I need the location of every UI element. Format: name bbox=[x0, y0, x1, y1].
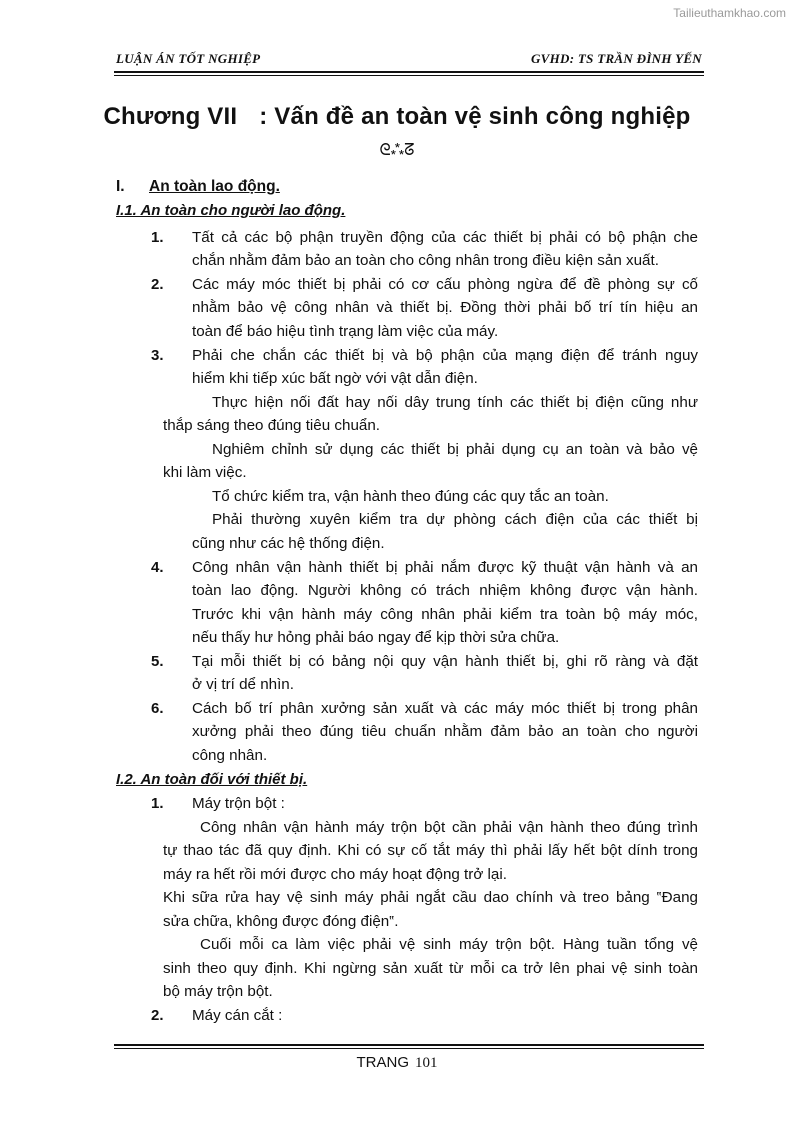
page-value: 101 bbox=[415, 1055, 438, 1071]
item-line: xưởng phải theo đúng tiêu chuẩn nhằm đảm bảo an toàn cho người bbox=[192, 723, 698, 740]
section-number: I. bbox=[116, 178, 125, 195]
paragraph-line: Khi sữa rửa hay vệ sinh máy phải ngắt cầu dao chính và treo bảng ‟Đang bbox=[163, 889, 698, 906]
item-line: khi làm việc. bbox=[163, 464, 247, 481]
item-number: 2. bbox=[151, 276, 164, 293]
ornament: ᘓ⁂ᘔ bbox=[379, 142, 415, 159]
item-number: 1. bbox=[151, 795, 164, 812]
item-label: Máy cán cắt : bbox=[192, 1007, 283, 1024]
page-label: TRANG bbox=[356, 1054, 409, 1071]
paragraph-line: sinh theo quy định. Khi ngừng sản xuất từ mỗi ca trở lên phai vệ sinh toàn bbox=[163, 960, 698, 977]
item-line: Phải thường xuyên kiểm tra dự phòng cách điện của các thiết bị bbox=[212, 511, 698, 528]
paragraph-line: sửa chữa, không được đóng điện‟. bbox=[163, 913, 399, 930]
item-line: Tại mỗi thiết bị có bảng nội quy vận hành thiết bị, ghi rõ ràng và đặt bbox=[192, 653, 698, 670]
item-number: 4. bbox=[151, 559, 164, 576]
item-line: toàn để báo hiệu tình trạng làm việc của máy. bbox=[192, 323, 499, 340]
header-right: GVHD: TS TRẦN ĐÌNH YẾN bbox=[530, 51, 702, 66]
item-label: Máy trộn bột : bbox=[192, 795, 285, 812]
item-line: Các máy móc thiết bị phải có cơ cấu phòng ngừa để đề phòng sự cố bbox=[192, 276, 698, 293]
item-number: 2. bbox=[151, 1007, 164, 1024]
subsection-title: I.1. An toàn cho người lao động. bbox=[116, 202, 346, 219]
item-line: cũng như các hệ thống điện. bbox=[192, 535, 385, 552]
chapter-name: : Vấn đề an toàn vệ sinh công nghiệp bbox=[259, 103, 691, 130]
item-line: công nhân. bbox=[192, 747, 268, 764]
item-line: nhằm bảo vệ công nhân và thiết bị. Đồng thời phải bố trí tín hiệu an bbox=[192, 299, 698, 316]
item-line: Trước khi vận hành máy công nhân phải kiểm tra toàn bộ máy móc, bbox=[192, 606, 698, 623]
paragraph-line: bộ máy trộn bột. bbox=[163, 983, 273, 1000]
paragraph-line: tự thao tác đã quy định. Khi có sự cố tắt máy thì phải lấy hết bột dính trong bbox=[163, 842, 698, 859]
page-number bbox=[0, 1054, 794, 1072]
item-line: Thực hiện nối đất hay nối dây trung tính các thiết bị điện cũng như bbox=[212, 394, 698, 411]
chapter-title bbox=[0, 103, 794, 131]
header-left: LUẬN ÁN TỐT NGHIỆP bbox=[116, 51, 261, 66]
item-line: Phải che chắn các thiết bị và bộ phận của mạng điện để tránh nguy bbox=[192, 347, 698, 364]
item-line: ở vị trí dể nhìn. bbox=[192, 676, 294, 693]
item-line: Cách bố trí phân xưởng sản xuất và các máy móc thiết bị trong phân bbox=[192, 700, 698, 717]
chapter-number: Chương VII bbox=[103, 103, 238, 130]
item-line: toàn lao động. Người không có trách nhiệm không được vận hành. bbox=[192, 582, 698, 599]
item-line: Tổ chức kiểm tra, vận hành theo đúng các quy tắc an toàn. bbox=[212, 488, 609, 505]
item-number: 6. bbox=[151, 700, 164, 717]
section-title-text: An toàn lao động. bbox=[149, 178, 280, 195]
item-line: chắn nhằm đảm bảo an toàn cho công nhân trong điều kiện sản xuất. bbox=[192, 252, 659, 269]
section-title bbox=[149, 175, 280, 199]
header-rule-thin bbox=[114, 75, 704, 76]
item-line: Công nhân vận hành thiết bị phải nắm được kỹ thuật vận hành và an bbox=[192, 559, 698, 576]
footer-rule bbox=[114, 1044, 704, 1046]
item-line: hiểm khi tiếp xúc bất ngờ với vật dẫn điện. bbox=[192, 370, 478, 387]
paragraph-line: Cuối mỗi ca làm việc phải vệ sinh máy trộn bột. Hàng tuần tổng vệ bbox=[200, 936, 698, 953]
item-line: thắp sáng theo đúng tiêu chuẩn. bbox=[163, 417, 381, 434]
item-number: 1. bbox=[151, 229, 164, 246]
paragraph-line: Công nhân vận hành máy trộn bột cần phải vận hành theo đúng trình bbox=[200, 819, 698, 836]
item-line: Tất cả các bộ phận truyền động của các thiết bị phải có bộ phận che bbox=[192, 229, 698, 246]
item-number: 3. bbox=[151, 347, 164, 364]
footer-rule-thin bbox=[114, 1048, 704, 1049]
subsection-title: I.2. An toàn đối với thiết bị. bbox=[116, 771, 308, 788]
item-number: 5. bbox=[151, 653, 164, 670]
item-line: Nghiêm chỉnh sử dụng các thiết bị phải dụng cụ an toàn và bảo vệ bbox=[212, 441, 698, 458]
header-rule bbox=[114, 71, 704, 73]
item-line: nếu thấy hư hỏng phải báo ngay để kịp thời sửa chữa. bbox=[192, 629, 560, 646]
paragraph-line: máy ra hết rồi mới được cho máy hoạt động trở lại. bbox=[163, 866, 507, 883]
watermark: Tailieuthamkhao.com bbox=[673, 6, 786, 20]
